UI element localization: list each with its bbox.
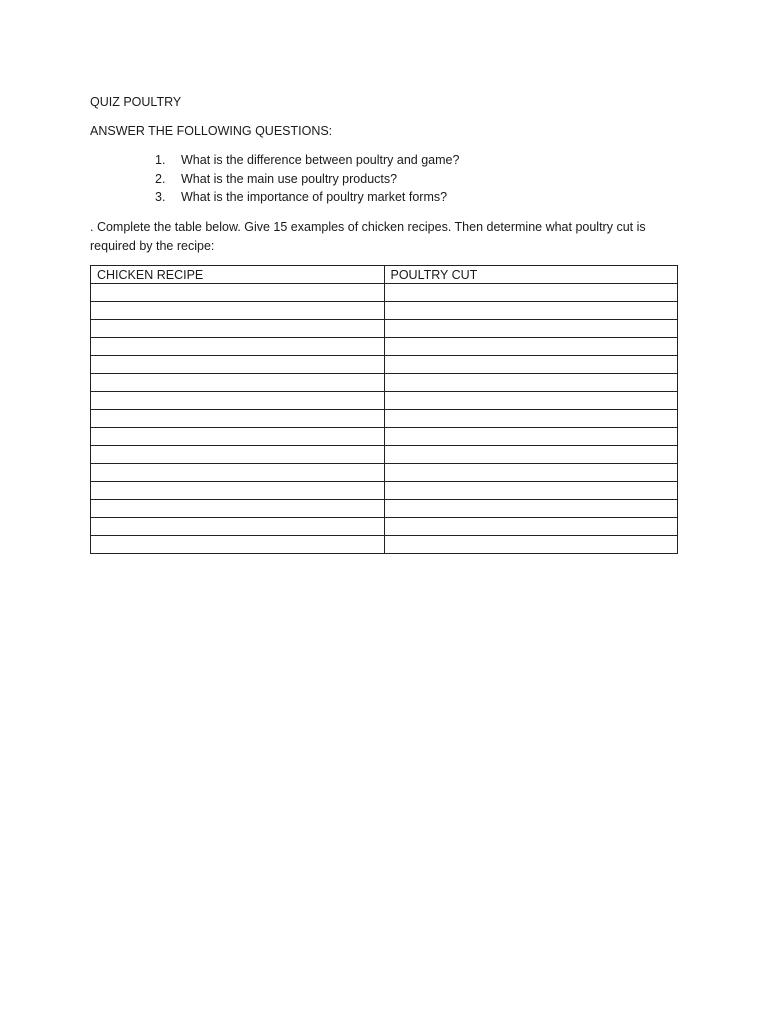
question-number: 2. [155, 171, 166, 186]
question-text: What is the main use poultry products? [181, 171, 398, 186]
recipe-cell[interactable] [91, 464, 385, 482]
poultry-cut-cell[interactable] [384, 320, 678, 338]
question-number: 1. [155, 153, 166, 167]
poultry-cut-cell[interactable] [384, 536, 678, 554]
recipe-cell[interactable] [91, 284, 385, 302]
table-header-row [91, 266, 678, 284]
question-item [155, 188, 459, 207]
table-row [91, 464, 678, 482]
table-row [91, 338, 678, 356]
poultry-cut-cell[interactable] [384, 428, 678, 446]
question-item [155, 170, 459, 189]
table-row [91, 410, 678, 428]
poultry-cut-cell[interactable] [384, 356, 678, 374]
table-row [91, 446, 678, 464]
table-instructions: . Complete the table below. Give 15 examples of chicken recipes. Then determine what poultry cut is required by the recipe: [90, 220, 646, 253]
instructions-heading: ANSWER THE FOLLOWING QUESTIONS: [90, 124, 333, 138]
quiz-title: QUIZ POULTRY [90, 95, 182, 109]
table-row [91, 320, 678, 338]
table-row [91, 536, 678, 554]
recipe-cell[interactable] [91, 374, 385, 392]
poultry-cut-cell[interactable] [384, 284, 678, 302]
table-row [91, 302, 678, 320]
table-row [91, 518, 678, 536]
question-number: 3. [155, 190, 166, 204]
table-row [91, 500, 678, 518]
table-row [91, 482, 678, 500]
table-row [91, 374, 678, 392]
table-row [91, 428, 678, 446]
poultry-cut-cell[interactable] [384, 374, 678, 392]
questions-list [155, 151, 459, 207]
table-body [91, 284, 678, 554]
recipe-cell[interactable] [91, 518, 385, 536]
recipe-table [90, 265, 678, 554]
recipe-cell[interactable] [91, 392, 385, 410]
table-row [91, 392, 678, 410]
poultry-cut-cell[interactable] [384, 464, 678, 482]
header-chicken-recipe: CHICKEN RECIPE [91, 266, 385, 284]
poultry-cut-cell[interactable] [384, 482, 678, 500]
poultry-cut-cell[interactable] [384, 410, 678, 428]
poultry-cut-cell[interactable] [384, 446, 678, 464]
header-poultry-cut: POULTRY CUT [384, 266, 678, 284]
recipe-cell[interactable] [91, 320, 385, 338]
recipe-cell[interactable] [91, 482, 385, 500]
poultry-cut-cell[interactable] [384, 392, 678, 410]
recipe-cell[interactable] [91, 500, 385, 518]
poultry-cut-cell[interactable] [384, 302, 678, 320]
poultry-cut-cell[interactable] [384, 338, 678, 356]
recipe-cell[interactable] [91, 338, 385, 356]
poultry-cut-cell[interactable] [384, 500, 678, 518]
question-text: What is the importance of poultry market forms? [181, 190, 448, 204]
table-row [91, 356, 678, 374]
recipe-cell[interactable] [91, 302, 385, 320]
recipe-cell[interactable] [91, 446, 385, 464]
recipe-cell[interactable] [91, 536, 385, 554]
recipe-cell[interactable] [91, 410, 385, 428]
question-text: What is the difference between poultry and game? [181, 153, 460, 167]
recipe-cell[interactable] [91, 428, 385, 446]
recipe-cell[interactable] [91, 356, 385, 374]
table-row [91, 284, 678, 302]
poultry-cut-cell[interactable] [384, 518, 678, 536]
question-item [155, 151, 459, 170]
